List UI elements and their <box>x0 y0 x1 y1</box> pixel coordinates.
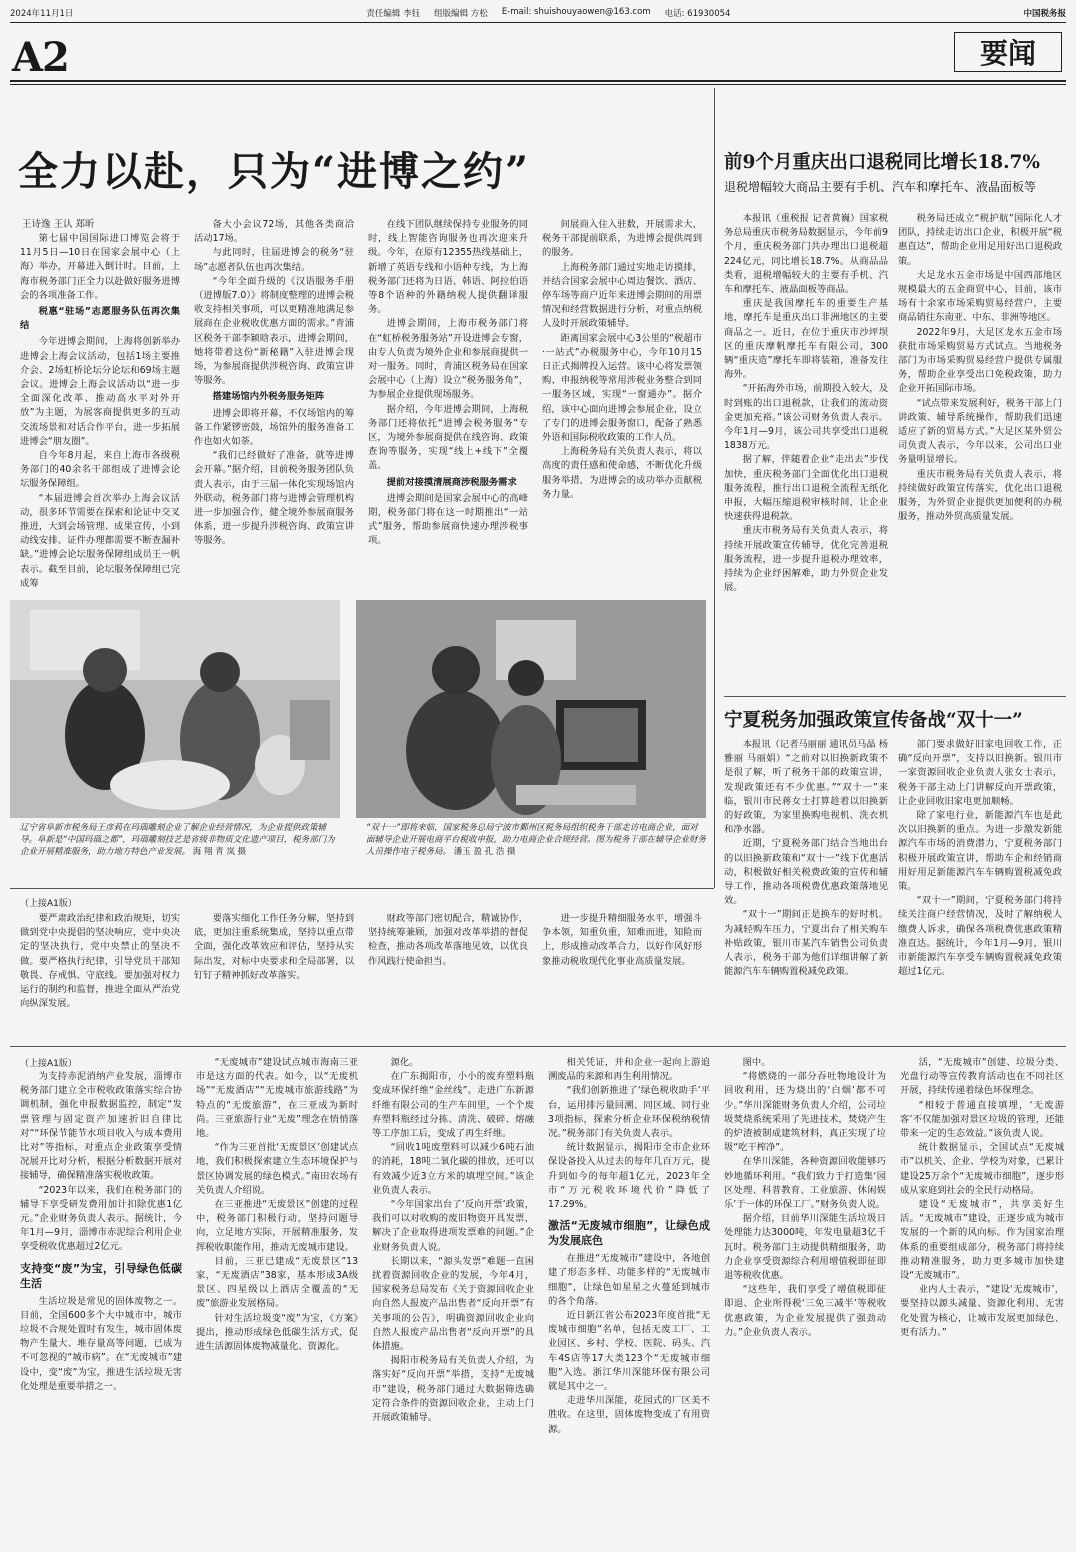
email-contact[interactable]: E-mail: shuishouyaowen@163.com <box>501 7 651 17</box>
continuation-label: （上接A1版） <box>20 899 77 909</box>
photo-agate-carving-image <box>10 600 340 818</box>
paragraph: 2022年9月，大足区龙水五金市场获批市场采购贸易方式试点。当地税务部门为市场采购贸易经营户提供专属服务，帮助企业享受出口免税政策，助力企业开拓国际市场。 <box>898 326 1062 395</box>
newspaper-name: 中国税务报 <box>1023 9 1066 19</box>
paragraph: 部门要求做好旧家电回收工作，正确“反向开票”，支持以旧换新。银川市一家资源回收企业负责人张女士表示，税务干部主动上门讲解反向开票政策，让企业回收旧家电更加顺畅。 <box>898 739 1062 807</box>
paragraph: 自今年8月起，来自上海市各级税务部门的40余名干部组成了进博会论坛服务保障组。 <box>20 450 180 490</box>
paragraph: 近期，宁夏税务部门结合当地出台的以旧换新政策和“双十一”线下优惠活动，积极做好相关税费政策的宣传和辅导工作，推动各项税费优惠政策落地见效。 <box>724 838 888 907</box>
main-headline: 全力以赴，只为“进博之约” <box>18 148 531 195</box>
paragraph: 为支持赤泥消纳产业发展，淄博市税务部门建立全市税收政策落实综合协调机制，强化申报数据监控，制定“发票管理与固定资产加速折旧自律比对”“环保节能节水项目收入与成本费用比对”等指标，对重点企业政策享受情况展开比对分析，根据分析数据开展对接辅导，确保精准落实税收政策。 <box>20 1071 182 1182</box>
main-col-4 <box>542 218 702 580</box>
right-headline-2: 宁夏税务加强政策宣传备战“双十一” <box>724 710 1023 731</box>
paragraph: 在推进“无废城市”建设中，各地创建了形态多样、功能多样的“无废城市细胞”，让绿色如星星之火蔓延到城市的各个角落。 <box>548 1253 710 1307</box>
paragraph: 据了解，伴随着企业“走出去”步伐加快，重庆税务部门全面优化出口退税服务流程，推行出口退税全流程无纸化申报，大幅压缩退税审核时间，让企业快速获得退税款。 <box>724 454 888 523</box>
paragraph: 重庆市税务局有关负责人表示，将持续做好政策宣传落实，优化出口退税服务，为外贸企业提供更加便利的办税服务，推动外贸高质量发展。 <box>898 468 1062 523</box>
right-headline-1: 前9个月重庆出口退税同比增长18.7% <box>724 152 1041 173</box>
cont-col-3 <box>368 912 528 1038</box>
paragraph: 本报讯（重税报 记者黄巍）国家税务总局重庆市税务局数据显示，今年前9个月，重庆税务部门共办理出口退税超224亿元，同比增长18.7%。从商品品类看，退税增幅较大的主要有手机、汽车和摩托车、液晶面板等商品。 <box>724 213 888 296</box>
paragraph: 长期以来，“源头发票”难题一直困扰着资源回收企业的发展，今年4月，国家税务总局发布《关于资源回收企业向自然人报废产品出售者“反向开票”有关事项的公告》，明确资源回收企业向自然人报废产品出售者“反向开票”的具体措施。 <box>372 1255 534 1353</box>
paragraph: “双十一”期间，宁夏税务部门将持续关注商户经营情况，及时了解纳税人缴费人诉求，确保各项税费优惠政策精准直达。据统计，今年1月—9月，银川市新能源汽车享受车辆购置税减免政策超过1亿元。 <box>898 895 1062 978</box>
paragraph: 据介绍，今年进博会期间，上海税务部门还将依托“进博会税务服务”专区，为境外参展商提供在线咨询、政策查询等服务，实现“线上+线下”全覆盖。 <box>368 403 528 472</box>
paragraph: 第七届中国国际进口博览会将于11月5日—10日在国家会展中心（上海）举办，开幕进入倒计时。目前，上海市税务部门正全力以赴做好服务进博会的各项准备工作。 <box>20 233 180 301</box>
paragraph: 备大小会议72场，其他各类商洽活动17场。 <box>194 219 354 245</box>
photo-tax-guidance-image <box>356 600 706 818</box>
editor-credit: 责任编辑 李钰 <box>366 9 421 19</box>
paragraph: “我们创新推进了‘绿色税收助手’平台，运用排污量回溯、同区域、同行业3项指标，探索分析企业环保税纳税情况。”税务部门有关负责人表示。 <box>548 1085 710 1140</box>
paragraph: 统计数据显示，揭阳市全市企业环保设备投入从过去的每年几百万元，提升到如今的每年超1亿元，2023年全市“万元税收环境代价”降低了17.29%。 <box>548 1142 710 1211</box>
photo-caption-1 <box>20 822 340 858</box>
paragraph: 进博会期间是国家会展中心的高峰期，税务部门将在这一时期推出“一站式”服务，帮助参展商快速办理涉税事项。 <box>368 492 528 547</box>
bottom-col-2 <box>196 1056 358 1542</box>
right2-col-1 <box>724 738 888 1038</box>
paragraph: “本届进博会首次举办上海会议活动，很多环节需要在探索和论证中交叉推进，大到会场管理、成果宣传，小到动线安排、证件办理都需要不断查漏补缺。”进博会论坛服务保障组成员王一帆表示。截至目前，论坛服务保障组已完成筹 <box>20 492 180 589</box>
section-box <box>954 32 1062 72</box>
right-divider <box>724 696 1066 697</box>
paragraph: “无废城市”建设试点城市海南三亚市是这方面的代表。如今，以“无废机场”“无废酒店”“无废城市旅游线路”为特点的“无废旅游”，在三亚成为新时尚。三亚旅游行业“无废”理念在悄悄落地。 <box>196 1057 358 1140</box>
paragraph: “我们已经做好了准备，就等进博会开幕。”据介绍，目前税务服务团队负责人表示，由于三届一体化实现场馆内外联动，税务部门将与进博会管理机构进一步加强合作，健全境外参展商服务体系，进一步提升涉税咨询、政策宣讲等服务。 <box>194 450 354 547</box>
phone-contact: 电话: 61930054 <box>664 9 731 19</box>
paragraph: 上海税务局有关负责人表示，将以高度的责任感和使命感，不断优化升级服务举措，为进博会的成功举办贡献税务力量。 <box>542 446 702 500</box>
paragraph: “回收1吨废塑料可以减少6吨石油的消耗，18吨二氧化碳的排放，还可以有效减少近3立方米的填埋空间。”该企业负责人表示。 <box>372 1142 534 1196</box>
cont-col-2 <box>194 912 354 1038</box>
right2-col-2 <box>898 738 1062 1038</box>
photo-caption-2 <box>366 822 706 858</box>
paragraph: 据介绍，目前华川深能生活垃圾日处理能力达3000吨，年发电量超3亿千瓦时。税务部门主动提供精细服务，助力企业享受资源综合利用增值税即征即退等税收优惠。 <box>724 1213 886 1282</box>
photo-credit: 潘玉 盈 孔 浩 摄 <box>453 847 516 857</box>
bottom-col-5 <box>724 1056 886 1542</box>
bottom-col-4 <box>548 1056 710 1542</box>
main-col-3 <box>368 218 528 580</box>
paragraph: “作为三亚首批‘无废景区’创建试点地，我们积极探索建立生态环境保护与景区协调发展的绿色模式。”南田农场有关负责人介绍说。 <box>196 1142 358 1196</box>
bottom-col-3 <box>372 1056 534 1542</box>
paragraph: “试点带来发展利好，税务干部上门讲政策、辅导系统操作，帮助我们迅速适应了新的贸易方式。”大足区某外贸公司负责人表示，今年以来，公司出口业务量明显增长。 <box>898 397 1062 466</box>
paragraph: 本报讯（记者马丽丽 通讯员马晶 杨雅丽 马丽娟）“之前对以旧换新政策不是很了解，听了税务干部的政策宣讲，发现政策还有不少优惠。”“双十一”来临，银川市民蒋女士打算趁着以旧换新的好政策，为家里换购电视机、洗衣机和净水器。 <box>724 739 888 836</box>
paragraph: 活，“无废城市”创建、垃圾分类、光盘行动等宣传教育活动也在不同社区开展，持续传递着绿色环保理念。 <box>900 1057 1064 1097</box>
photo-agate-carving <box>10 600 340 818</box>
paragraph: 上海税务部门通过实地走访摸排，并结合国家会展中心周边餐饮、酒店、停车场等商户近年来进博会期间的用票情况和经营数据进行分析，对重点纳税人及时开展政策辅导。 <box>542 261 702 330</box>
paragraph: 大足龙水五金市场是中国西部地区规模最大的五金商贸中心，目前，该市场有十余家市场采购贸易经营户，主要商品销往东南亚、中东、非洲等地区。 <box>898 269 1062 324</box>
subhead: 提前对接摸清展商涉税服务需求 <box>386 476 517 488</box>
main-col-1 <box>20 232 180 589</box>
paragraph: 重庆是我国摩托车的重要生产基地，摩托车是重庆出口非洲地区的主要商品之一。近日，在位于重庆市沙坪坝区的重庆摩帆摩托车有限公司，300辆“重庆造”摩托车即将装箱，准备发往海外。 <box>724 298 888 381</box>
section-title: 要闻 <box>979 37 1036 70</box>
paragraph: 重庆市税务局有关负责人表示，将持续开展政策宣传辅导，优化完善退税服务流程，进一步提升退税办理效率，持续为企业纾困解难，助力外贸企业发展。 <box>724 525 888 594</box>
paragraph: 目前，三亚已建成“无废景区”13家，“无废酒店”38家，基本形成3A级景区、四星级以上酒店全覆盖的“无废”旅游业发展格局。 <box>196 1255 358 1310</box>
paragraph: 走进华川深能，花园式的厂区美不胜收。在这里，固体废物变成了有用资源。 <box>548 1395 710 1435</box>
page-header <box>10 6 1066 20</box>
main-col-2 <box>194 218 354 580</box>
right-subheadline-1: 退税增幅较大商品主要有手机、汽车和摩托车、液晶面板等 <box>724 180 1037 194</box>
cont-col-4 <box>542 912 702 1038</box>
paragraph: 与此同时，往届进博会的税务“驻场”志愿者队伍也再次集结。 <box>194 247 354 273</box>
paragraph: “双十一”期间正是换车的好时机。为减轻购车压力，宁夏出台了相关购车补贴政策，银川市某汽车销售公司负责人表示，税务干部为他们详细讲解了新能源汽车车辆购置税减免政策。 <box>724 909 888 978</box>
paragraph: 在华川深能，各种资源回收能够巧妙地循环利用。“我们致力于打造集‘园区处理、科普教育、工业旅游、休闲娱乐’于一体的环保工厂。”财务负责人说。 <box>724 1156 886 1211</box>
paragraph: 在广东揭阳市，小小的废弃塑料瓶变成环保纤维“金丝线”。走进广东新源纤维有限公司的生产车间里，一个个废弃塑料瓶经过分拣、清洗、破碎、熔融等工序加工后，变成了再生纤维。 <box>372 1071 534 1140</box>
subhead: 激活“无废城市细胞”，让绿色成为发展底色 <box>548 1219 710 1248</box>
paragraph: 统计数据显示，全国试点“无废城市”以机关、企业、学校为对象，已累计建设25万余个“无废城市细胞”，逐步形成从家庭到社会的全民行动格局。 <box>900 1142 1064 1196</box>
paragraph: 间展商入住入驻数，开展需求大，税务干部提前联系，为进博会提供周到的服务。 <box>542 219 702 259</box>
photo-divider <box>10 888 714 889</box>
bottom-section-divider <box>10 1046 1066 1047</box>
paragraph: “2023年以来，我们在税务部门的辅导下享受研发费用加计扣除优惠1亿元。”企业财务负责人表示。据统计，今年1月—9月，淄博市赤泥综合利用企业享受税收优惠超过2亿元。 <box>20 1184 182 1253</box>
header-credits <box>366 7 730 19</box>
bottom-col-6 <box>900 1056 1064 1542</box>
top-rule-thin <box>10 84 1066 85</box>
paragraph: 税务局还成立“税护航”国际化人才团队，持续走访出口企业，积极开展“税惠直达”，帮助企业用足用好出口退税政策。 <box>898 213 1062 267</box>
top-rule <box>10 80 1066 82</box>
paragraph: 相关凭证，并和企业一起向上游追溯废品的来源和再生利用情况。 <box>548 1057 710 1083</box>
paragraph: “将燃烧的一部分吞吐物地设计为回收利用，还为烧出的‘白烟’都不可少。”华川深能财务负责人介绍，公司垃圾焚烧系统采用了先进技术，焚烧产生的炉渣被制成建筑材料，真正实现了垃圾“吃干榨净”。 <box>724 1071 886 1154</box>
paragraph: 揭阳市税务局有关负责人介绍，为落实好“反向开票”举措，支持“无废城市”建设，税务部门通过大数据筛选确定符合条件的资源回收企业，主动上门开展政策辅导。 <box>372 1355 534 1424</box>
caption-text: 辽宁省阜新市税务局王彦莉在玛瑙雕刻企业了解企业经营情况，为企业提供政策辅导。阜新是“中国玛瑙之都”，玛瑙雕刻技艺是省级非物质文化遗产项目，税务部门为企业开展精准服务，助力地方特色产业发展。 <box>20 823 335 857</box>
caption-text: “双十一”即将来临，国家税务总局宁波市鄞州区税务局组织税务干部走访电商企业，面对面辅导企业开展电商平台税收申报，助力电商企业合规经营。图为税务干部在辅导企业财务人员操作电子税务局。 <box>366 823 707 857</box>
right1-col-2 <box>898 212 1062 688</box>
paragraph: “这些年，我们享受了增值税即征即退、企业所得税‘三免三减半’等税收优惠政策，为企业发展提供了强劲动力。”企业负责人表示。 <box>724 1284 886 1338</box>
paragraph: 财政等部门密切配合，精诚协作，坚持统筹兼顾，加强对改革举措的督促检查，推动各项改革落地见效，以优良作风践行使命担当。 <box>368 913 528 967</box>
page-number: A2 <box>12 34 69 81</box>
subhead: 税惠“驻场”志愿服务队伍再次集结 <box>20 306 180 332</box>
paragraph: 在三亚推进“无废景区”创建的过程中，税务部门积极行动，坚持问题导向，立足地方实际，开展精准服务，发挥税收职能作用，推动无废城市建设。 <box>196 1199 358 1253</box>
paragraph: 距离国家会展中心3公里的“税超市·一站式”办税服务中心，今年10月15日正式揭牌投入运营。该中心将发票领购、申报纳税等常用涉税业务整合到同一服务区域，实现“一窗通办”。据介绍，该中心面向进博会参展企业，设立了专门的进博会服务窗口，配备了熟悉外语和国际税收政策的工作人员。 <box>542 332 702 444</box>
photo-tax-guidance <box>356 600 706 818</box>
paragraph: “开拓海外市场，前期投入较大，及时到账的出口退税款，让我们的流动资金更加充裕。”该公司财务负责人表示。今年1月—9月，该公司共享受出口退税1838万元。 <box>724 383 888 452</box>
paragraph: 今年进博会期间，上海将创新举办进博会上海会议活动，包括1场主要推介会、2场虹桥论坛分论坛和69场主题会议。进博会上海会议活动以“进一步全面深化改革、推动高水平对外开放”为主题，为展客商提供更多的互动交流场景和对话合作平台，进一步拓展进博会“朋友圈”。 <box>20 336 180 447</box>
issue-date: 2024年11月1日 <box>10 9 74 19</box>
paragraph: 针对生活垃圾变“废”为宝，《方案》提出，推动形成绿色低碳生活方式，促进生活源固体废物减量化、资源化。 <box>196 1312 358 1353</box>
paragraph: 进一步提升精细服务水平，增强斗争本领，知重负重，知难而进，知险而上，形成推动改革合力，以好作风好形象推动税收现代化事业高质量发展。 <box>542 913 702 967</box>
paragraph: 生活垃圾是常见的固体废物之一。目前，全国600多个大中城市中，城市垃圾不合规处置时有发生，城市固体废物产生量大、堆存量高等问题，已成为不可忽视的“城市病”。在“无废城市”建设中，变“废”为宝，推进生活垃圾无害化处理是重要举措之一。 <box>20 1295 182 1392</box>
column-divider <box>714 88 715 888</box>
subhead: 搭建场馆内外税务服务矩阵 <box>212 391 325 403</box>
designer-credit: 组版编辑 方松 <box>434 9 488 19</box>
paragraph: 建设“无废城市”，共享美好生活。“无废城市”建设，正逐步成为城市发展的一个新的风向标。作为国家治理体系的重要组成部分，税务部门将持续推动精准服务，助力更多城市加快建设“无废城市”。 <box>900 1199 1064 1282</box>
paragraph: 源化。 <box>390 1057 419 1068</box>
paragraph: “相较于普通直接填埋，‘无废游客’不仅能加强对景区垃圾的管理，还能带来一定的生态效益。”该负责人说。 <box>900 1099 1064 1140</box>
paragraph: 要严肃政治纪律和政治规矩，切实做到党中央提倡的坚决响应，党中央决定的坚决执行，党中央禁止的坚决不做。要严格执行纪律，引导党员干部知敬畏、存戒惧、守底线。要加强对权力运行的制约和监督，推进全面从严治党向纵深发展。 <box>20 913 180 1010</box>
paragraph: 图中。 <box>742 1057 771 1068</box>
header-rule <box>10 22 1066 23</box>
paragraph: 除了家电行业，新能源汽车也是此次以旧换新的重点。为进一步激发新能源汽车市场的消费潜力，宁夏税务部门积极开展政策宣讲，帮助车企和经销商用好用足新能源汽车车辆购置税减免政策。 <box>898 810 1062 893</box>
paragraph: “今年全面升级的《汉语服务手册（进博版7.0）》将制度整理的进博会税收支持相关事项，可以更精准地满足参展商在企业税收优惠方面的需求。”青浦区税务干部李颖晗表示，进博会期间，她将带着这份“新秘籍”入驻进博会现场，为参展商提供涉税咨询、政策宣讲等服务。 <box>194 275 354 387</box>
paragraph: 近日新江省公布2023年度首批“无废城市细胞”名单，包括无废工厂、工业园区、乡村、学校、医院、码头、汽车4S店等17大类123个“无废城市细胞”入选。浙江华川深能环保有限公司就是其中之一。 <box>548 1310 710 1393</box>
photo-credit: 海 翔 青 岚 摄 <box>192 847 247 857</box>
bottom-col-1 <box>20 1070 182 1542</box>
bottom-continuation-label: （上接A1版） <box>20 1059 77 1069</box>
paragraph: 进博会即将开幕，不仅场馆内的筹备工作紧锣密鼓，场馆外的服务准备工作也如火如荼。 <box>194 407 354 448</box>
cont-col-1 <box>20 912 180 1038</box>
paragraph: 在线下团队继续保持专业服务的同时，线上智能咨询服务也再次迎来升级。今年，在原有12355热线基础上，新增了英语专线和小语种专线，为上海税务部门还将为日语、韩语、阿拉伯语等8个语种的外籍纳税人提供翻译服务。 <box>368 219 528 316</box>
paragraph: 要落实细化工作任务分解，坚持到底，更加注重系统集成，坚持以重点带全面，强化改革效应和评估，坚持从实际出发，对标中央要求和全局部署，以钉钉子精神抓好改革落实。 <box>194 913 354 981</box>
right1-col-1 <box>724 212 888 688</box>
main-byline: 王诗逸 王认 郑昕 <box>22 219 95 230</box>
paragraph: “今年国家出台了‘反向开票’政策，我们可以对收购的废旧物资开具发票，解决了企业取得进项发票难的问题。”企业财务负责人说。 <box>372 1199 534 1253</box>
paragraph: 进博会期间，上海市税务部门将在“虹桥税务服务站”开设进博会专窗，由专人负责为境外企业和参展商提供一对一服务。同时，青浦区税务局在国家会展中心（上海）设立“税务服务角”，为参展企业提供现场服务。 <box>368 318 528 401</box>
paragraph: 业内人士表示，“建设‘无废城市’，要坚持以源头减量、资源化利用、无害化处置为核心，让城市发展更加绿色、更有活力。” <box>900 1284 1064 1338</box>
subhead: 支持变“废”为宝，引导绿色低碳生活 <box>20 1261 182 1290</box>
